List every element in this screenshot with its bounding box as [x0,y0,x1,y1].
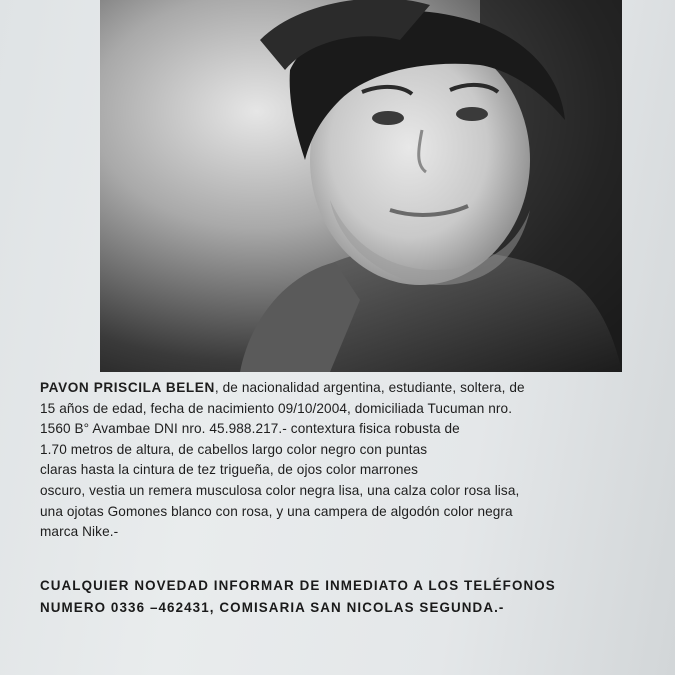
person-name: PAVON PRISCILA BELEN [40,380,215,395]
notice-line: NUMERO 0336 –462431, COMISARIA SAN NICOLAS SEGUNDA.- [40,600,505,615]
person-description [40,378,600,543]
notice-line: CUALQUIER NOVEDAD INFORMAR DE INMEDIATO A LOS TELÉFONOS [40,578,556,593]
description-line: oscuro, vestia un remera musculosa color negra lisa, una calza color rosa lisa, [40,482,520,498]
person-photo-image [100,0,622,372]
description-line: 1560 B° Avambae DNI nro. 45.988.217.- contextura fisica robusta de [40,421,460,437]
description-line-text: , de nacionalidad argentina, estudiante, soltera, de [214,380,525,395]
description-line [40,378,600,399]
contact-notice [40,575,620,619]
description-line: marca Nike.- [40,524,119,540]
description-line: claras hasta la cintura de tez trigueña, de ojos color marrones [40,462,419,478]
person-photo [100,0,622,372]
description-line: 15 años de edad, fecha de nacimiento 09/10/2004, domiciliada Tucuman nro. [40,400,513,416]
description-line: una ojotas Gomones blanco con rosa, y una campera de algodón color negra [40,503,513,519]
description-line: 1.70 metros de altura, de cabellos largo color negro con puntas [40,441,428,457]
